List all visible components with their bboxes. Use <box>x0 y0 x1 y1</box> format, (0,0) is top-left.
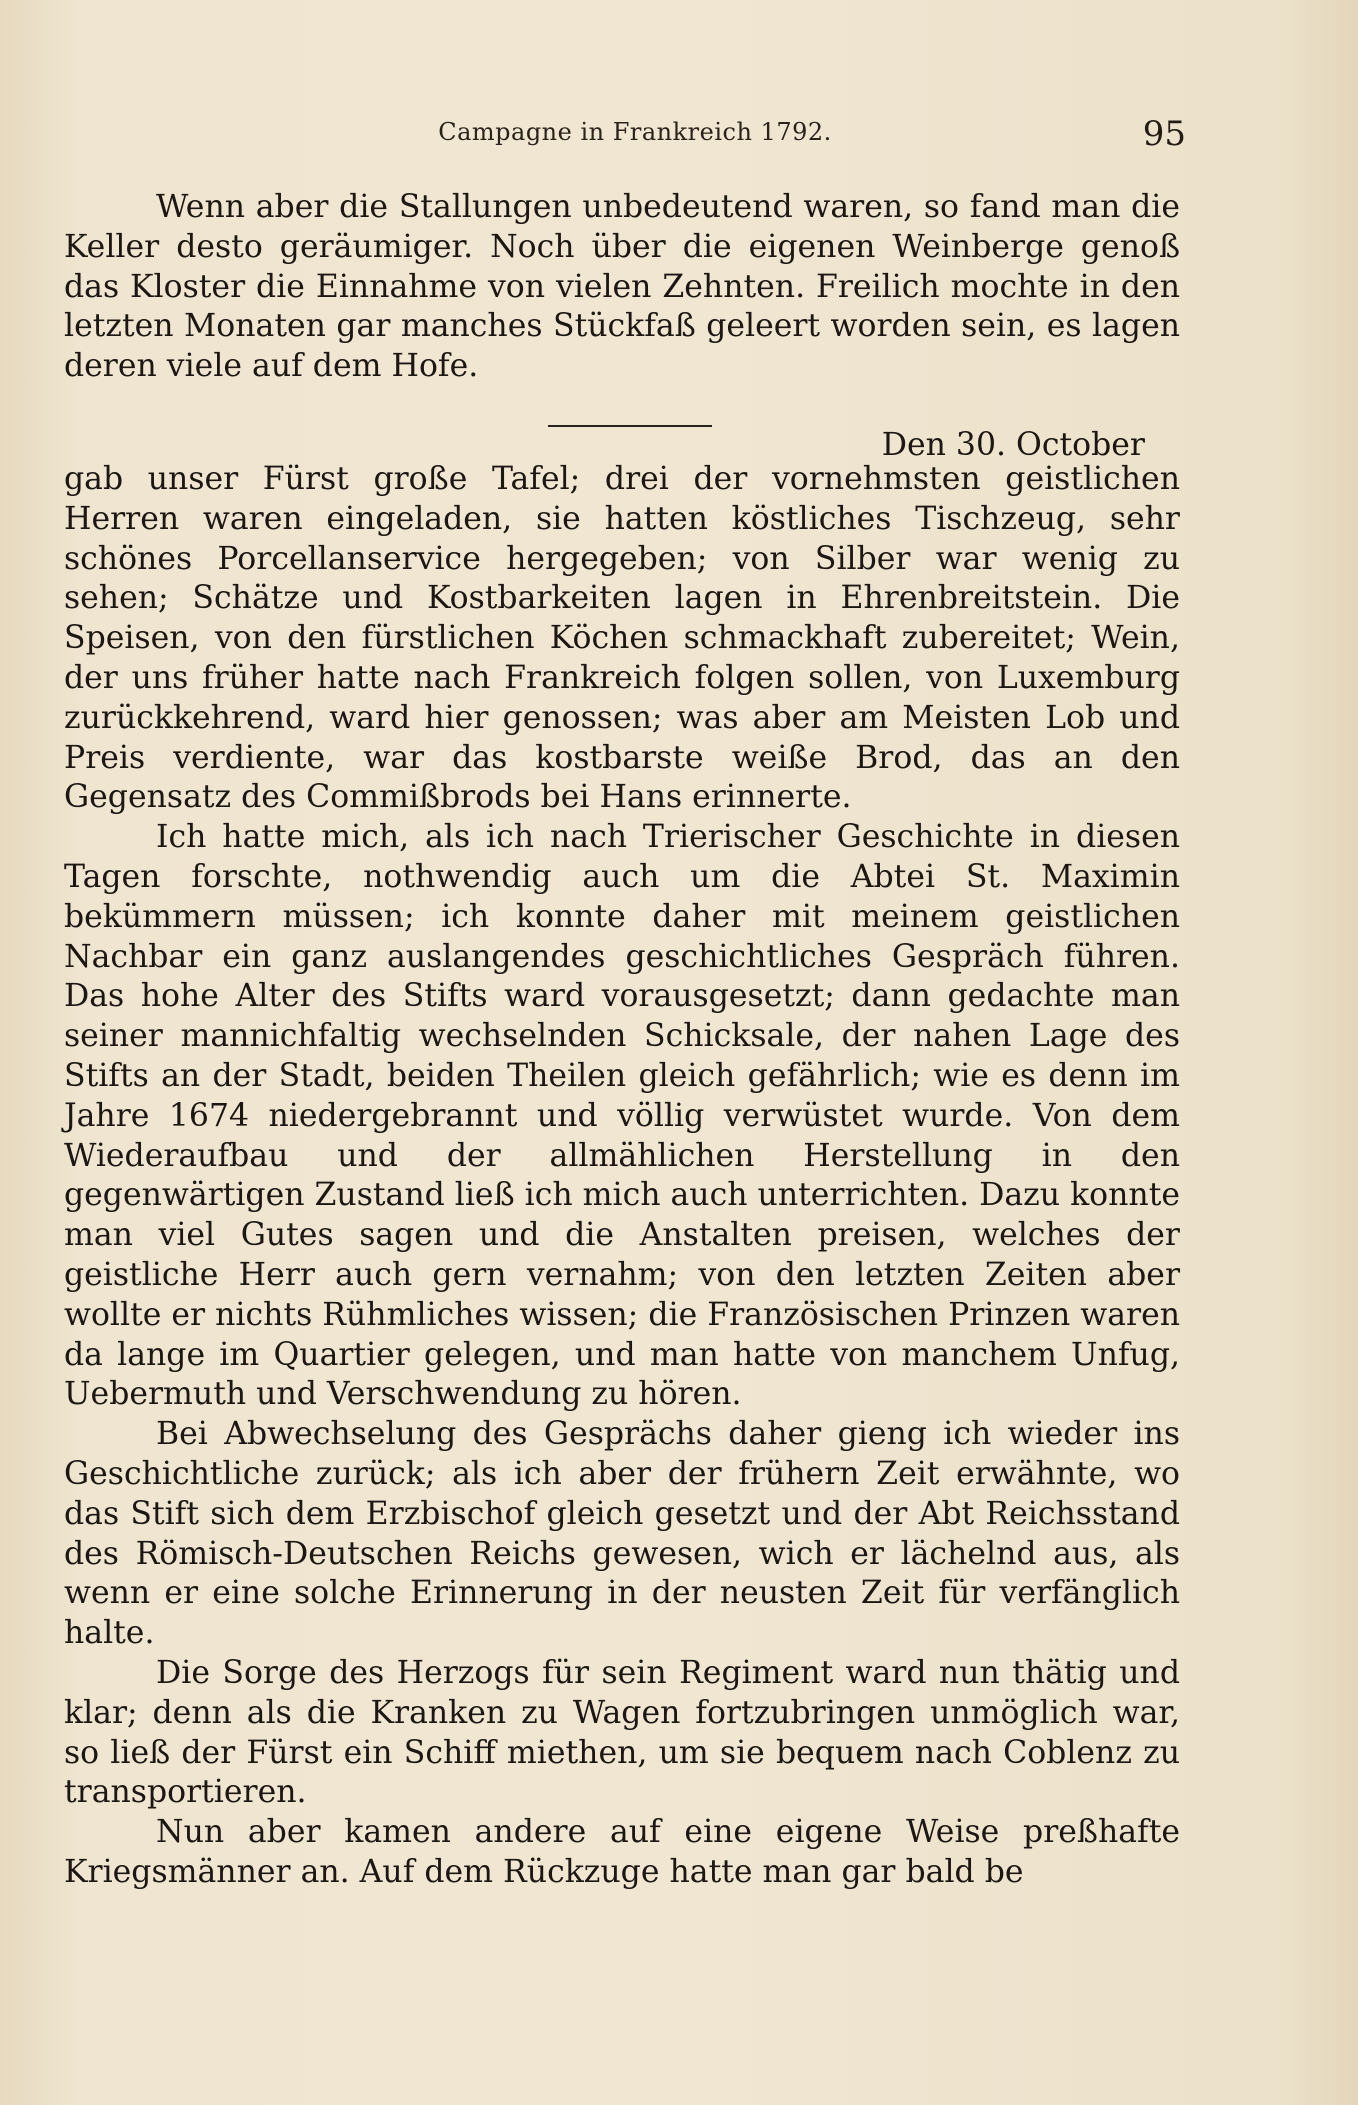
text-block-main <box>64 460 1180 1893</box>
paragraph: Nun aber kamen andere auf eine eigene Weise preßhafte Kriegsmänner an. Auf dem Rückzuge hatte man gar bald be <box>64 1814 1180 1890</box>
page-number: 95 <box>1142 114 1186 154</box>
paragraph: Ich hatte mich, als ich nach Trierischer Geschichte in diesen Tagen forschte, nothwendig auch um die Abtei St. Maximin bekümmern müssen; ich konnte daher mit meinem geistlichen Nachbar ein ganz auslangendes geschichtliches Gespräch führen. Das hohe Alter des Stifts ward vorausgesetzt; dann gedachte man seiner mannichfaltig wechselnden Schicksale, der nahen Lage des Stifts an der Stadt, beiden Theilen gleich gefährlich; wie es denn im Jahre 1674 niedergebrannt und völlig verwüstet wurde. Von dem Wiederaufbau und der allmählichen Herstellung in den gegenwärtigen Zustand ließ ich mich auch unterrichten. Dazu konnte man viel Gutes sagen und die Anstalten preisen, welches der geistliche Herr auch gern vernahm; von den letzten Zeiten aber wollte er nichts Rühmliches wissen; die Französischen Prinzen waren da lange im Quartier gelegen, und man hatte von manchem Unfug, Uebermuth und Verschwendung zu hören. <box>64 819 1181 1413</box>
paragraph: Bei Abwechselung des Gesprächs daher gieng ich wieder ins Geschichtliche zurück; als ich aber der frühern Zeit erwähnte, wo das Stift sich dem Erzbischof gleich gesetzt und der Abt Reichsstand des Römisch-Deutschen Reichs gewesen, wich er lächelnd aus, als wenn er eine solche Erinnerung in der neusten Zeit für verfänglich halte. <box>64 1416 1180 1652</box>
section-divider <box>548 425 712 427</box>
paragraph: gab unser Fürst große Tafel; drei der vornehmsten geistlichen Herren waren eingeladen, sie hatten köstliches Tischzeug, sehr schönes Porcellanservice hergegeben; von Silber war wenig zu sehen; Schätze und Kostbarkeiten lagen in Ehrenbreitstein. Die Speisen, von den fürstlichen Köchen schmackhaft zubereitet; Wein, der uns früher hatte nach Frankreich folgen sollen, von Luxemburg zurückkehrend, ward hier genossen; was aber am Meisten Lob und Preis verdiente, war das kostbarste weiße Brod, das an den Gegensatz des Commißbrods bei Hans erinnerte. <box>64 461 1180 816</box>
date-heading: Den 30. October <box>881 427 1145 463</box>
text-block-top <box>64 188 1180 387</box>
paragraph: Die Sorge des Herzogs für sein Regiment ward nun thätig und klar; denn als die Kranken zu Wagen fortzubringen unmöglich war, so ließ der Fürst ein Schiff miethen, um sie bequem nach Coblenz zu transportieren. <box>64 1654 1180 1811</box>
running-title: Campagne in Frankreich 1792. <box>438 118 832 146</box>
paragraph: Wenn aber die Stallungen unbedeutend waren, so fand man die Keller desto geräumiger. Noch über die eigenen Weinberge genoß das Kloster die Einnahme von vielen Zehnten. Freilich mochte in den letzten Monaten gar manches Stückfaß geleert worden sein, es lagen deren viele auf dem Hofe. <box>64 189 1180 385</box>
